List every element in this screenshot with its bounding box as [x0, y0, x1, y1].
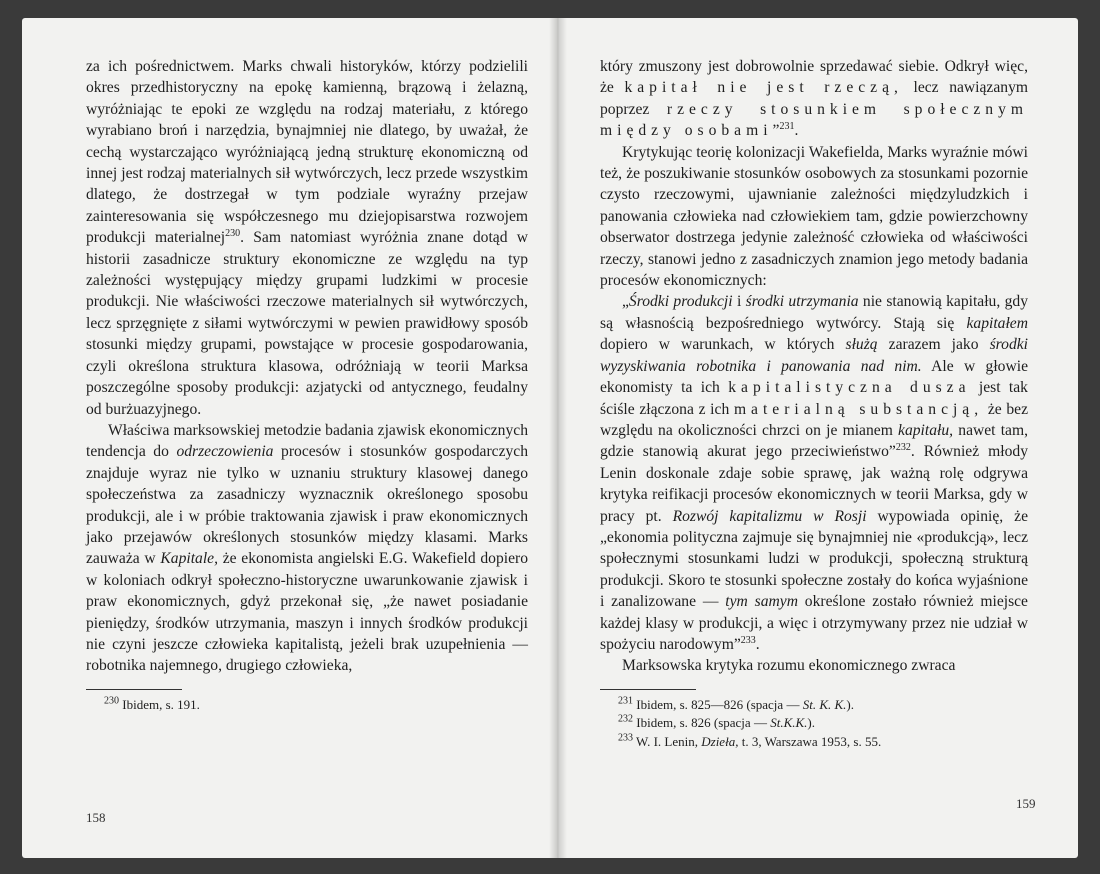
footnote-rule [86, 689, 182, 690]
left-footnotes [86, 696, 528, 715]
page-number-right: 159 [1016, 796, 1036, 811]
right-footnotes [600, 696, 1028, 752]
left-paragraph-1: za ich pośrednictwem. Marks chwali historyków, którzy podzielili okres przedhistoryczny na epokę kamienną, brązową i żelazną, wyróżniając te epoki ze względu na rodzaj materiału, z którego wyrabiano broń i narzędzia, bynajmniej nie dlatego, by uważał, że cechą wystarczająco wyróżniającą jedną strukturę ekonomiczną od innej jest rodzaj materialnych sił wytwórczych, lecz przede wszystkim dlatego, że dostrzegał w tym podziale wyraźny przejaw zainteresowania się współczesnego mu dziejopisarstwa rozwojem produkcji materialnej$^{230}$. Sam natomiast wyróżnia znane dotąd w historii zasadnicze struktury ekonomiczne ze względu na typ zależności występujący między grupami ludzkimi w procesie produkcji. Nie właściwości rzeczowe materialnych sił wytwórczych, lecz sprzęgnięte z siłami wytwórczymi w pewien prawidłowy sposób stosunki między grupami, powstające w procesie gospodarowania, czyli określona struktura klasowa, odróżniają w teorii Marksa poszczególne sposoby produkcji: azjatycki od antycznego, feudalny od burżuazyjnego. [86, 58, 528, 418]
right-page [600, 56, 1028, 751]
left-paragraph-2: Właściwa marksowskiej metodzie badania zjawisk ekonomicznych tendencja do odrzeczowienia procesów i stosunków gospodarczych znajduje wyraz nie tylko w uznaniu struktury klasowej danego społeczeństwa za zasadniczy wyznacznik określonego sposobu produkcji, ale i w próbie traktowania zjawisk i praw ekonomicznych jako przejawów określonych stosunków między klasami. Marks zauważa w Kapitale, że ekonomista angielski E.G. Wakefield dopiero w koloniach odkrył społeczno-historyczne uwarunkowanie zjawisk i praw ekonomicznych, gdyż przekonał się, „że nawet posiadanie pieniędzy, środków utrzymania, maszyn i innych środków produkcji nie czyni jeszcze człowieka kapitalistą, jeżeli brak uzupełnienia — robotnika najemnego, drugiego człowieka, [86, 421, 529, 675]
footnote: $^{233}$ W. I. Lenin, Dzieła, t. 3, Warszawa 1953, s. 55. [618, 732, 882, 749]
footnote: $^{231}$ Ibidem, s. 825—826 (spacja — St. K. K.). [618, 695, 855, 712]
left-page [86, 56, 528, 714]
right-paragraph-1: który zmuszony jest dobrowolnie sprzedawać siebie. Odkrył więc, że kapitał nie jest rzeczą, lecz nawiązanym poprzez rzeczy stosunkiem społecznym między osobami”$^{231}$. [600, 58, 1028, 140]
footnote: $^{230}$ Ibidem, s. 191. [104, 695, 200, 712]
book-gutter [549, 18, 567, 858]
footnote-rule [600, 689, 696, 690]
right-paragraph-4: Marksowska krytyka rozumu ekonomicznego zwraca [622, 657, 956, 675]
footnote: $^{232}$ Ibidem, s. 826 (spacja — St.K.K.). [618, 713, 816, 731]
footnote-ref: 230 [225, 228, 241, 240]
right-quote-paragraph: „Środki produkcji i środki utrzymania nie stanowią kapitału, gdy są własnością bezpośredniego wytwórcy. Stają się kapitałem dopiero w warunkach, w których służą zarazem jako środki wyzyskiwania robotnika i panowania nad nim. Ale w głowie ekonomisty ta ich kapitalistyczna dusza jest tak ściśle złączona z ich materialną substancją, że bez względu na okoliczności chrzci on je mianem kapitału, nawet tam, gdzie stanowią akurat jego przeciwieństwo”$^{232}$. Również młody Lenin doskonale zdaje sobie sprawę, jak ważną rolę odgrywa krytyka reifikacji procesów ekonomicznych w teorii Marksa, gdy w pracy pt. Rozwój kapitalizmu w Rosji wypowiada opinię, że „ekonomia polityczna zajmuje się bynajmniej nie «produkcją», lecz społecznymi stosunkami ludzi w produkcji, społeczną strukturą produkcji. Skoro te stosunki społeczne zostały do końca wyjaśnione i zanalizowane — tym samym określone zostało również miejsce każdej klasy w produkcji, a więc i otrzymywany przez nie udział w spożyciu narodowym”$^{233}$. [600, 293, 1029, 653]
right-paragraph-2: Krytykując teorię kolonizacji Wakefielda, Marks wyraźnie mówi też, że poszukiwanie stosunków osobowych za stosunkami pozornie czysto rzeczowymi, ujawnianie zależności międzyludzkich i panowania człowieka nad człowiekiem tam, gdzie powierzchowny obserwator dostrzega jedynie zależność człowieka od właściwości rzeczy, stanowi jedno z zasadniczych znamion jego metody badania procesów ekonomicznych: [600, 143, 1028, 290]
book-spread [22, 18, 1078, 858]
page-number-left: 158 [86, 810, 106, 825]
